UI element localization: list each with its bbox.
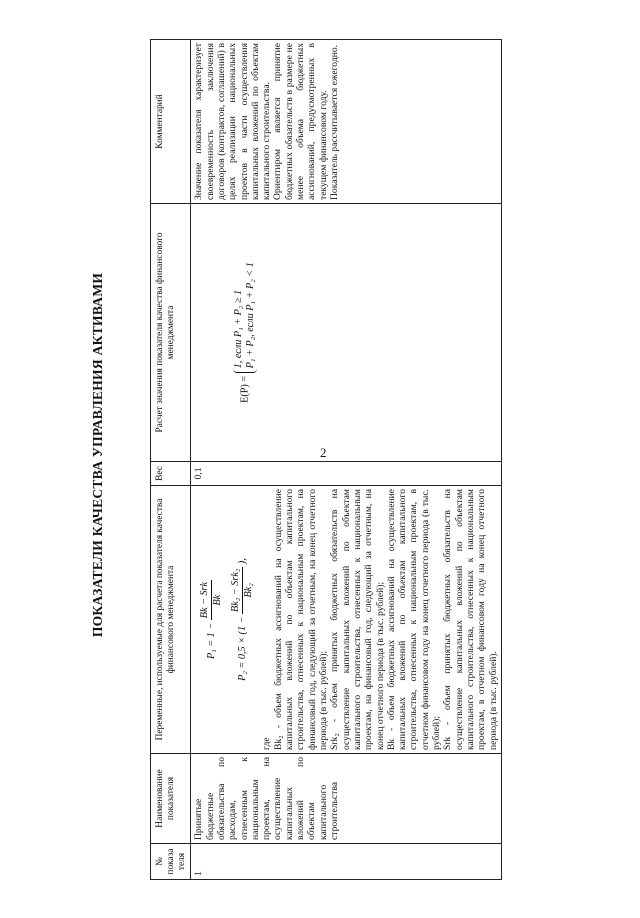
header-variables: Переменные, используемые для расчета показателя качества финансового менеджмента <box>151 486 191 754</box>
cell-name: Принятые бюджетные обязательства по расходам, отнесенным к национальным проектам, на осуществление капитальных вложений по объектам капитального строительства <box>191 754 502 844</box>
formula-p2-num: Bk₂ − Srk₂ <box>230 567 243 614</box>
calc-lhs: E(P) = <box>239 375 251 403</box>
calc-formula <box>233 207 257 458</box>
calc-case-1: 1, если P₁ + P₂ ≥ 1 <box>233 289 245 369</box>
table-header-row <box>151 40 191 880</box>
def-bk2: Bk₂ - объем бюджетных ассигнований на осуществление капитальных вложений по объектам капитального строительства, отнесенных к национальным проектам, на финансовый год, следующий за отчетным, на конец отчетного периода (в тыс. рублей); <box>272 489 329 750</box>
page-number: 2 <box>320 445 327 460</box>
header-num: № показа теля <box>151 844 191 880</box>
calc-case-2: P₁ + P₂, если P₁ + P₂ < 1 <box>245 262 257 369</box>
table-row <box>191 40 502 880</box>
cell-num: 1 <box>191 844 502 880</box>
formula-p1-den: Bk <box>212 594 224 606</box>
cell-weight: 0,1 <box>191 462 502 486</box>
formula-p1-fraction <box>199 580 224 620</box>
comment-para-1: Значение показателя характеризует своевременность заключения договоров (контрактов, соглашений) в целях реализации национальных проектов в части осуществления капитальных вложений по объектам капитального строительства. <box>193 43 273 200</box>
document-heading: ПОКАЗАТЕЛИ КАЧЕСТВА УПРАВЛЕНИЯ АКТИВАМИ <box>90 272 105 638</box>
formula-p2-den: Bk₂ <box>243 583 255 598</box>
header-comment: Комментарий <box>151 40 191 204</box>
comment-para-2: Ориентиром является принятие бюджетных обязательств в размере не менее объема бюджетных ассигнований, предусмотренных в текущем финансовом году. <box>272 43 329 200</box>
calc-cases <box>233 262 257 373</box>
header-name: Наименование показателя <box>151 754 191 844</box>
formula-p2-lhs: P₂ = 0,5 × (1 − <box>237 616 249 681</box>
rotated-table-wrapper <box>150 40 499 880</box>
formula-p1 <box>199 489 224 750</box>
formula-p2 <box>230 489 255 750</box>
def-srk2: Srk₂ - объем принятых бюджетных обязательств на осуществление капитальных вложений по объектам капитального строительства, отнесенных к национальным проектам, на финансовый год, следующий за отчетным, на конец отчетного периода (в тыс. рублей); <box>329 489 386 750</box>
comment-para-3: Показатель рассчитывается ежегодно. <box>329 44 341 200</box>
indicators-table <box>150 39 502 880</box>
formula-p2-fraction <box>230 567 255 614</box>
def-srk: Srk - объем принятых бюджетных обязательств на осуществление капитальных вложений по объектам капитального строительства, отнесенных к национальным проектам, в отчетном финансовом году на конец отчетного периода (в тыс. рублей). <box>442 489 499 750</box>
formula-p1-num: Bk − Srk <box>199 580 212 620</box>
cell-calc <box>191 204 502 462</box>
def-bk: Bk - объем бюджетных ассигнований на осуществление капитальных вложений по объектам капитального строительства, отнесенных к национальным проектам, в отчетном финансовом году на конец отчетного периода (в тыс. рублей); <box>385 489 443 750</box>
formula-p2-tail: ), <box>237 558 249 565</box>
where-label: где <box>261 737 273 750</box>
formula-p1-lhs: P₁ = 1 − <box>206 622 218 660</box>
cell-variables <box>191 486 502 754</box>
header-calc: Расчет значения показателя качества финансового менеджмента <box>151 204 191 462</box>
cell-comment <box>191 40 502 204</box>
header-weight: Вес <box>151 462 191 486</box>
